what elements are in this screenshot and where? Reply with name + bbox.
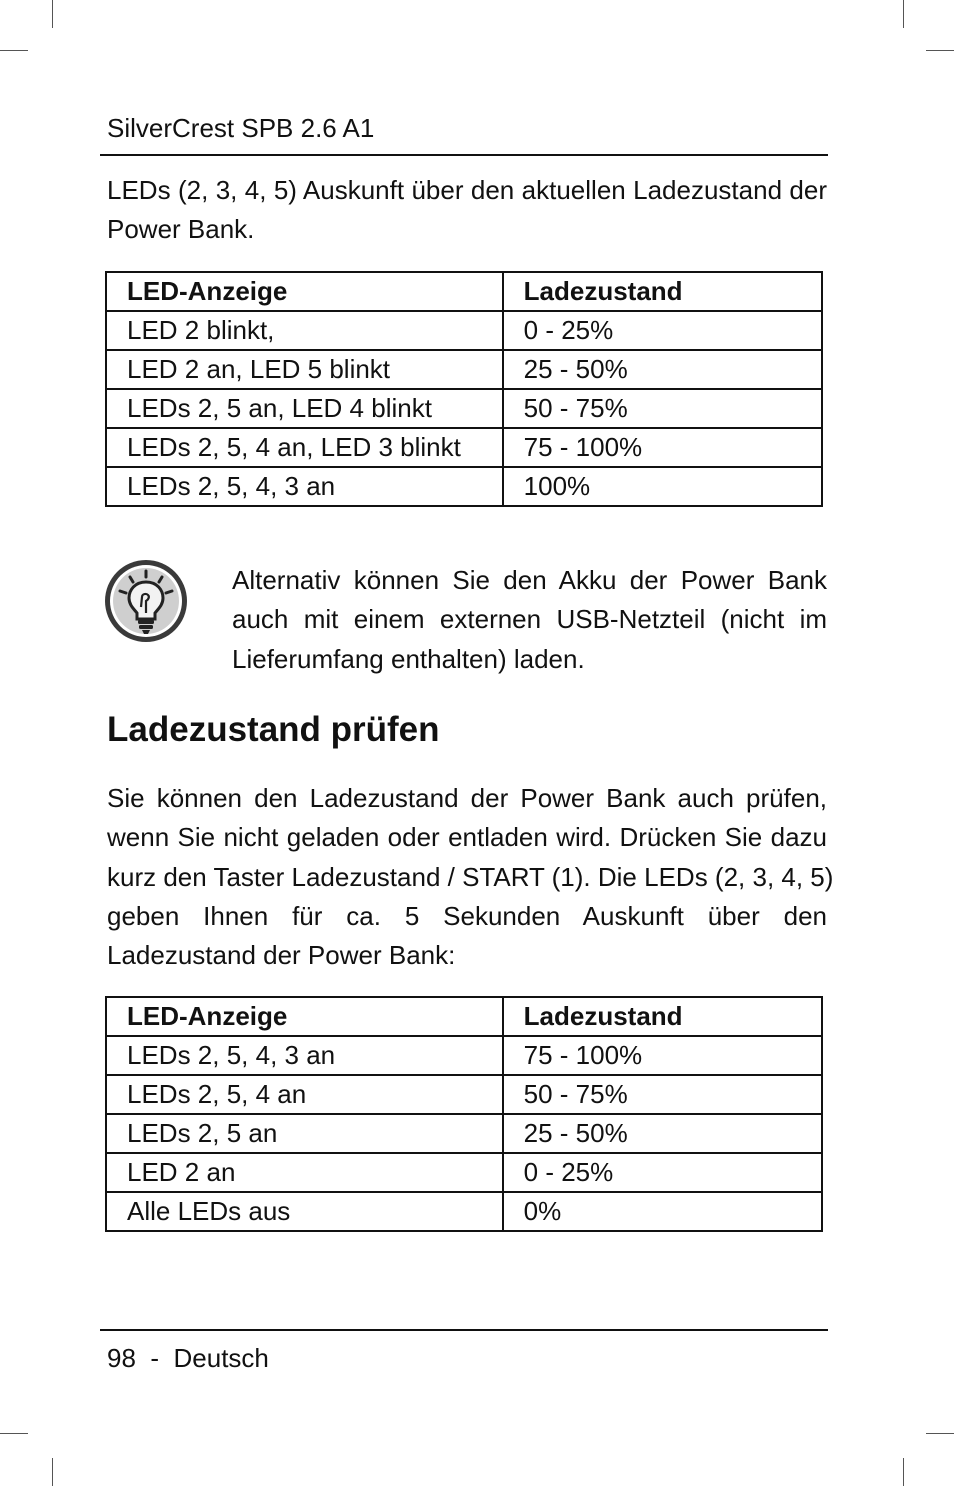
led-display-cell: LED 2 blinkt,: [106, 311, 503, 350]
charge-table-status-check: [105, 996, 823, 1232]
crop-mark: [52, 1458, 53, 1486]
section-heading: Ladezustand prüfen: [107, 710, 440, 749]
table-row: [106, 1075, 822, 1114]
section-line: wenn Sie nicht geladen oder entladen wird. Drücken Sie dazu: [107, 822, 827, 853]
section-line: Ladezustand der Power Bank:: [107, 940, 456, 971]
tip-paragraph: [232, 561, 827, 679]
section-line: Sie können den Ladezustand der Power Bank auch prüfen,: [107, 783, 827, 813]
crop-mark: [903, 1458, 904, 1486]
charge-level-cell: 50 - 75%: [503, 389, 822, 428]
led-display-cell: LEDs 2, 5 an: [106, 1114, 503, 1153]
charge-level-cell: 75 - 100%: [503, 428, 822, 467]
charge-level-cell: 0 - 25%: [503, 311, 822, 350]
charge-level-cell: 25 - 50%: [503, 350, 822, 389]
table-row: [106, 1192, 822, 1231]
table-row: [106, 1153, 822, 1192]
led-display-cell: LEDs 2, 5, 4 an, LED 3 blinkt: [106, 428, 503, 467]
column-header: Ladezustand: [503, 997, 822, 1036]
tip-line: Alternativ können Sie den Akku der Power Bank: [232, 565, 827, 595]
table-row: [106, 389, 822, 428]
table-row: [106, 311, 822, 350]
intro-line: Power Bank.: [107, 214, 255, 245]
tip-line: Lieferumfang enthalten) laden.: [232, 643, 585, 674]
tip-line: auch mit einem externen USB-Netzteil (nicht im: [232, 604, 827, 635]
charge-table-charging: [105, 271, 823, 507]
page-footer: [107, 1341, 269, 1375]
led-display-cell: LEDs 2, 5, 4, 3 an: [106, 1036, 503, 1075]
crop-mark: [0, 50, 28, 51]
charge-level-cell: 0%: [503, 1192, 822, 1231]
table-header-row: [106, 272, 822, 311]
led-display-cell: LEDs 2, 5, 4, 3 an: [106, 467, 503, 506]
footer-language: Deutsch: [173, 1343, 269, 1373]
charge-level-cell: 75 - 100%: [503, 1036, 822, 1075]
section-paragraph: [107, 779, 834, 975]
intro-paragraph: [107, 171, 827, 250]
charge-level-cell: 100%: [503, 467, 822, 506]
footer-rule: [100, 1329, 828, 1331]
crop-mark: [52, 0, 53, 28]
column-header: Ladezustand: [503, 272, 822, 311]
page-header-title: SilverCrest SPB 2.6 A1: [107, 113, 375, 143]
table-row: [106, 1114, 822, 1153]
charge-level-cell: 50 - 75%: [503, 1075, 822, 1114]
table-row: [106, 428, 822, 467]
page-number: 98: [107, 1343, 136, 1373]
charge-level-cell: 0 - 25%: [503, 1153, 822, 1192]
led-display-cell: LEDs 2, 5, 4 an: [106, 1075, 503, 1114]
section-line: kurz den Taster Ladezustand / START (1). Die LEDs (2, 3, 4, 5): [107, 861, 834, 892]
led-display-cell: Alle LEDs aus: [106, 1192, 503, 1231]
crop-mark: [926, 50, 954, 51]
led-display-cell: LED 2 an, LED 5 blinkt: [106, 350, 503, 389]
table-row: [106, 467, 822, 506]
header-rule: [100, 154, 828, 156]
intro-line: LEDs (2, 3, 4, 5) Auskunft über den aktuellen Ladezustand der: [107, 175, 827, 205]
section-line: geben Ihnen für ca. 5 Sekunden Auskunft über den: [107, 900, 827, 931]
column-header: LED-Anzeige: [106, 997, 503, 1036]
table-row: [106, 1036, 822, 1075]
table-row: [106, 350, 822, 389]
column-header: LED-Anzeige: [106, 272, 503, 311]
table-header-row: [106, 997, 822, 1036]
led-display-cell: LEDs 2, 5 an, LED 4 blinkt: [106, 389, 503, 428]
charge-level-cell: 25 - 50%: [503, 1114, 822, 1153]
lightbulb-tip-icon: [102, 557, 190, 645]
crop-mark: [926, 1433, 954, 1434]
footer-separator: -: [150, 1343, 160, 1373]
crop-mark: [0, 1433, 28, 1434]
crop-mark: [903, 0, 904, 28]
led-display-cell: LED 2 an: [106, 1153, 503, 1192]
